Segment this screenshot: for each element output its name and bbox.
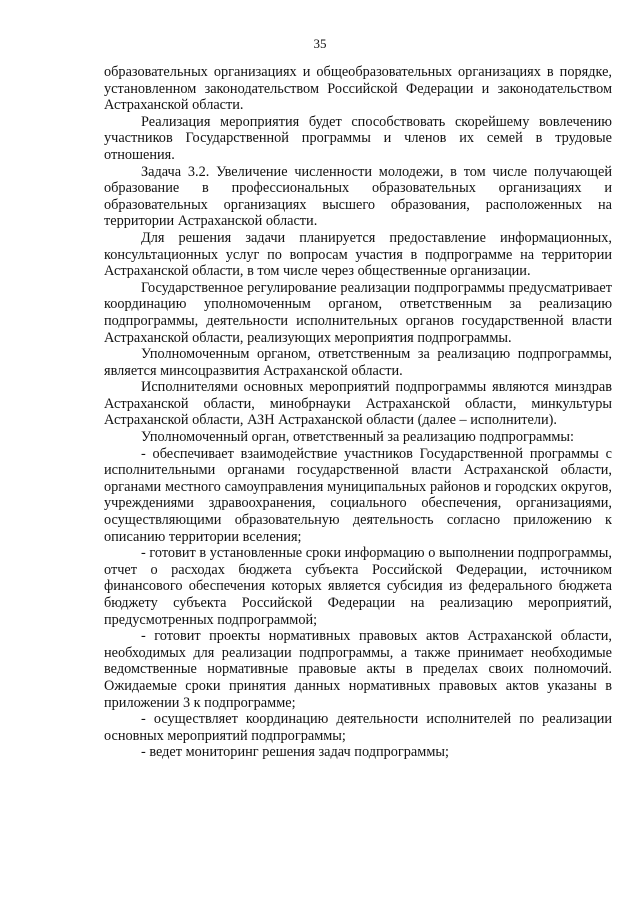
paragraph: Уполномоченный орган, ответственный за реализацию подпрограммы: <box>141 429 575 446</box>
page-number: 35 <box>313 36 327 51</box>
list-item: - готовит в установленные сроки информацию о выполнении подпрограммы, отчет о расходах бюджета субъекта Российской Федерации, источником финансового обеспечения которых является субсидия из федерального бюджета бюджету субъекта Российской Федерации на реализацию мероприятий, предусмотренных подпрограммой; <box>104 545 612 628</box>
paragraph: Государственное регулирование реализации подпрограммы предусматривает координацию уполномоченным органом, ответственным за реализацию подпрограммы, деятельности исполнительных органов государственной власти Астраханской области, реализующих мероприятия подпрограммы. <box>104 279 612 346</box>
paragraph: Исполнителями основных мероприятий подпрограммы являются минздрав Астраханской области, минобрнауки Астраханской области, минкультуры Астраханской области, АЗН Астраханской области (далее – исполнители). <box>104 379 612 429</box>
list-item: - обеспечивает взаимодействие участников Государственной программы с исполнительными органами государственной власти Астраханской области, органами местного самоуправления муниципальных районов и городских округов, учреждениями здравоохранения, социального обеспечения, организациями, осуществляющими образовательную деятельность согласно приложению к описанию территории вселения; <box>104 445 612 545</box>
paragraph: Для решения задачи планируется предоставление информационных, консультационных услуг по вопросам участия в подпрограмме на территории Астраханской области, в том числе через общественные организации. <box>104 229 612 280</box>
list-item: - ведет мониторинг решения задач подпрограммы; <box>141 744 449 761</box>
list-item: - готовит проекты нормативных правовых актов Астраханской области, необходимых для реализации подпрограммы, а также принимает необходимые ведомственные нормативные правовые акты в пределах своих полномочий. Ожидаемые сроки принятия данных нормативных правовых актов указаны в приложении 3 к подпрограмме; <box>104 628 612 711</box>
paragraph: Задача 3.2. Увеличение численности молодежи, в том числе получающей образование в профессиональных образовательных организациях и образовательных организациях высшего образования, расположенных на территории Астраханской области. <box>104 163 612 230</box>
paragraph: Реализация мероприятия будет способствовать скорейшему вовлечению участников Государственной программы и членов их семей в трудовые отношения. <box>104 113 612 163</box>
paragraph: образовательных организациях и общеобразовательных организациях в порядке, установленном законодательством Российской Федерации и законодательством Астраханской области. <box>104 64 612 114</box>
paragraph: Уполномоченным органом, ответственным за реализацию подпрограммы, является минсоцразвития Астраханской области. <box>104 346 612 379</box>
document-body <box>104 64 612 761</box>
list-item: - осуществляет координацию деятельности исполнителей по реализации основных мероприятий подпрограммы; <box>104 711 612 744</box>
